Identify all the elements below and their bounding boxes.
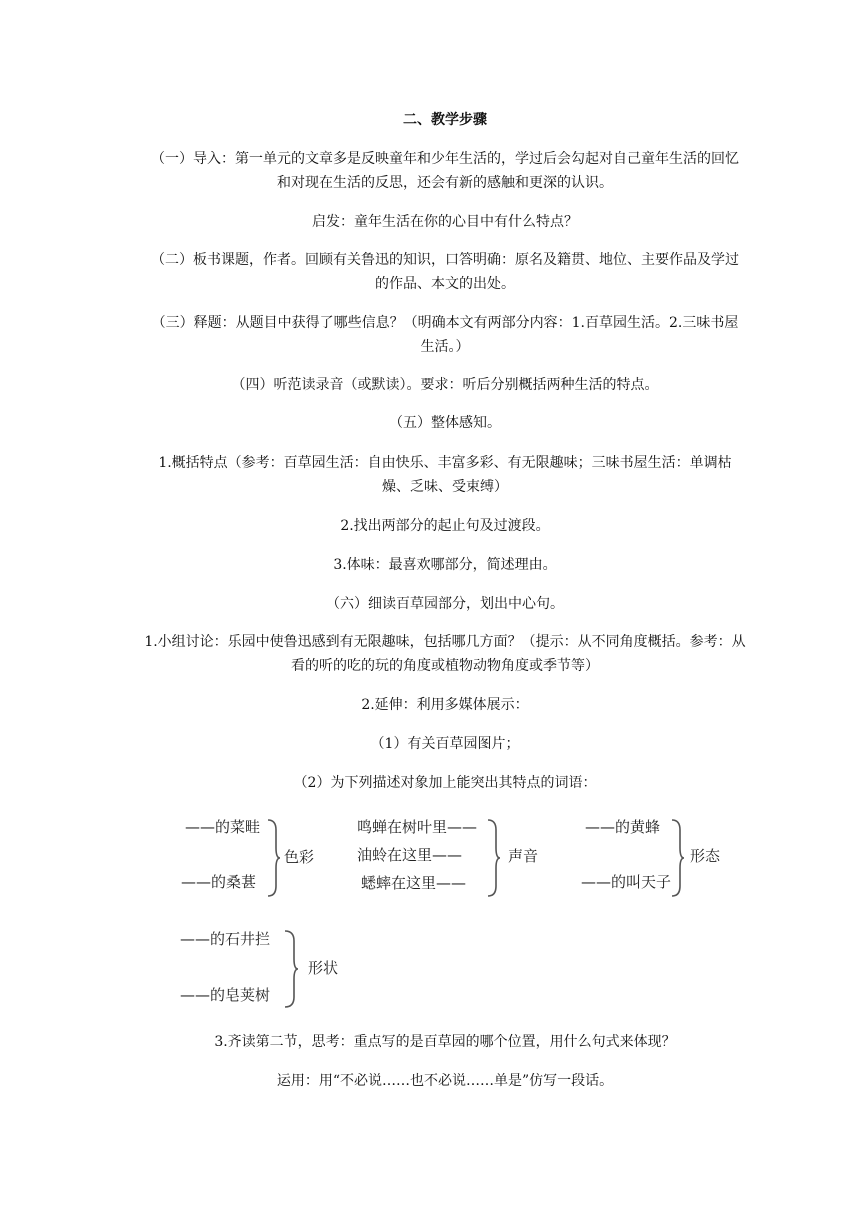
diagram-item: 鸣蝉在树叶里—— — [357, 818, 478, 836]
paragraph-prompt: 启发：童年生活在你的心目中有什么特点？ — [312, 214, 578, 230]
paragraph-listen: （四）听范读录音（或默读）。要求：听后分别概括两种生活的特点。 — [231, 377, 659, 393]
section-heading: 二、教学步骤 — [403, 112, 487, 128]
diagram-item: ——的黄蜂 — [585, 818, 661, 836]
brace-icon — [486, 818, 502, 898]
paragraph-pictures: （1）有关百草园图片； — [370, 736, 520, 752]
diagram-label: 形态 — [690, 847, 721, 865]
diagram-item: ——的桑葚 — [181, 873, 257, 891]
paragraph-find-sentences: 2.找出两部分的起止句及过渡段。 — [340, 518, 550, 534]
paragraph-add-words: （2）为下列描述对象加上能突出其特点的词语： — [293, 775, 597, 791]
brace-icon — [283, 929, 301, 1009]
paragraph-application: 运用：用“不必说……也不必说……单是”仿写一段话。 — [276, 1073, 614, 1089]
paragraph-summary: 1.概括特点（参考：百草园生活：自由快乐、丰富多彩、有无限趣味；三味书屋生活：单调枯燥、乏味、受束缚） — [158, 455, 732, 495]
diagram-label: 色彩 — [284, 848, 315, 866]
diagram-item: ——的菜畦 — [185, 818, 261, 836]
diagram-item: 油蛉在这里—— — [357, 846, 463, 864]
diagram-label: 声音 — [508, 847, 539, 865]
paragraph-read-aloud: 3.齐读第二节，思考：重点写的是百草园的哪个位置，用什么句式来体现？ — [214, 1034, 676, 1050]
paragraph-extension: 2.延伸：利用多媒体展示： — [361, 697, 529, 713]
paragraph-appreciate: 3.体味：最喜欢哪部分，简述理由。 — [333, 557, 557, 573]
brace-icon — [670, 818, 686, 898]
brace-icon — [266, 818, 282, 898]
paragraph-title-explanation: （三）释题：从题目中获得了哪些信息？（明确本文有两部分内容：1.百草园生活。2.三味书屋生活。） — [151, 315, 739, 355]
paragraph-title-author: （二）板书课题，作者。回顾有关鲁迅的知识，口答明确：原名及籍贯、地位、主要作品及学过的作品、本文的出处。 — [151, 252, 739, 292]
diagram-item: ——的皂荚树 — [180, 986, 271, 1004]
paragraph-intro: （一）导入：第一单元的文章多是反映童年和少年生活的，学过后会勾起对自己童年生活的回忆和对现在生活的反思，还会有新的感触和更深的认识。 — [151, 151, 739, 191]
diagram-label: 形状 — [308, 959, 339, 977]
diagram-item: ——的叫天子 — [581, 873, 672, 891]
paragraph-overall: （五）整体感知。 — [389, 415, 501, 431]
paragraph-group-discussion: 1.小组讨论：乐园中使鲁迅感到有无限趣味，包括哪几方面？（提示：从不同角度概括。参考：从看的听的吃的玩的角度或植物动物角度或季节等） — [144, 634, 746, 674]
paragraph-close-reading: （六）细读百草园部分，划出中心句。 — [326, 596, 564, 612]
diagram-item: 蟋蟀在这里—— — [361, 874, 467, 892]
diagram-item: ——的石井拦 — [180, 930, 271, 948]
